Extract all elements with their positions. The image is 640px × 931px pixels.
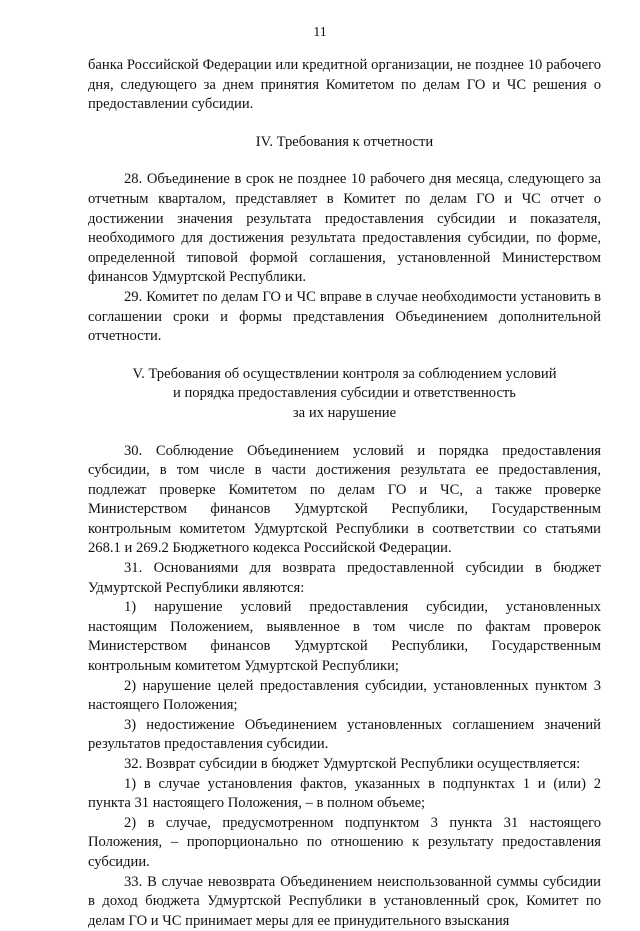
paragraph-31: 31. Основаниями для возврата предоставленной субсидии в бюджет Удмуртской Республики являются: xyxy=(88,560,601,596)
paragraph-29: 29. Комитет по делам ГО и ЧС вправе в случае необходимости установить в соглашении сроки и формы представления Объединением дополнительной отчетности. xyxy=(88,288,601,345)
section-5-heading-line: V. Требования об осуществлении контроля за соблюдением условий xyxy=(132,365,557,382)
paragraph-32-item-2: 2) в случае, предусмотренном подпунктом 3 пункта 31 настоящего Положения, – пропорционально по отношению к результату предоставления субсидии. xyxy=(88,814,601,870)
paragraph-31-item-3: 3) недостижение Объединением установленных соглашением значений результатов предоставления субсидии. xyxy=(88,716,601,753)
section-5-heading xyxy=(88,365,601,424)
paragraph-32: 32. Возврат субсидии в бюджет Удмуртской Республики осуществляется: xyxy=(124,756,581,772)
section-5-heading-line: за их нарушение xyxy=(292,404,397,421)
section-5-heading-line: и порядка предоставления субсидии и ответственность xyxy=(173,385,516,402)
paragraph-31-item-2: 2) нарушение целей предоставления субсидии, установленных пунктом 3 настоящего Положения; xyxy=(88,677,601,714)
paragraph-32-item-1: 1) в случае установления фактов, указанных в подпунктах 1 и (или) 2 пункта 31 настоящего Положения, – в полном объеме; xyxy=(88,775,601,812)
page-number: 11 xyxy=(313,25,327,40)
paragraph-33: 33. В случае невозврата Объединением неиспользованной суммы субсидии в доход бюджета Удмуртской Республики в установленный срок, Комитет по делам ГО и ЧС принимает меры для ее принудительного взыскания xyxy=(88,873,601,929)
section-4-heading: IV. Требования к отчетности xyxy=(255,133,434,150)
paragraph-31-item-1: 1) нарушение условий предоставления субсидии, установленных настоящим Положением, выявленное в том числе по фактам проверок Министерством финансов Удмуртской Республики, Государственным контрольным комитетом Удмуртской Республики; xyxy=(88,599,601,675)
intro-paragraph: банка Российской Федерации или кредитной организации, не позднее 10 рабочего дня, следующего за днем принятия Комитетом по делам ГО и ЧС решения о предоставлении субсидии. xyxy=(88,57,601,113)
paragraph-28: 28. Объединение в срок не позднее 10 рабочего дня месяца, следующего за отчетным кварталом, представляет в Комитет по делам ГО и ЧС отчет о достижении значения результата предоставления субсидии и показателя, необходимого для достижения результата предоставления субсидии, по форме, определенной типовой формой соглашения, установленной Министерством финансов Удмуртской Республики. xyxy=(88,171,601,286)
paragraph-30: 30. Соблюдение Объединением условий и порядка предоставления субсидии, в том числе в части достижения результата ее предоставления, подлежат проверке Комитетом по делам ГО и ЧС, а также проверке Министерством финансов Удмуртской Республики, Государственным контрольным комитетом Удмуртской Республики в соответствии со статьями 268.1 и 269.2 Бюджетного кодекса Российской Федерации. xyxy=(88,442,601,557)
document-body xyxy=(88,56,601,931)
